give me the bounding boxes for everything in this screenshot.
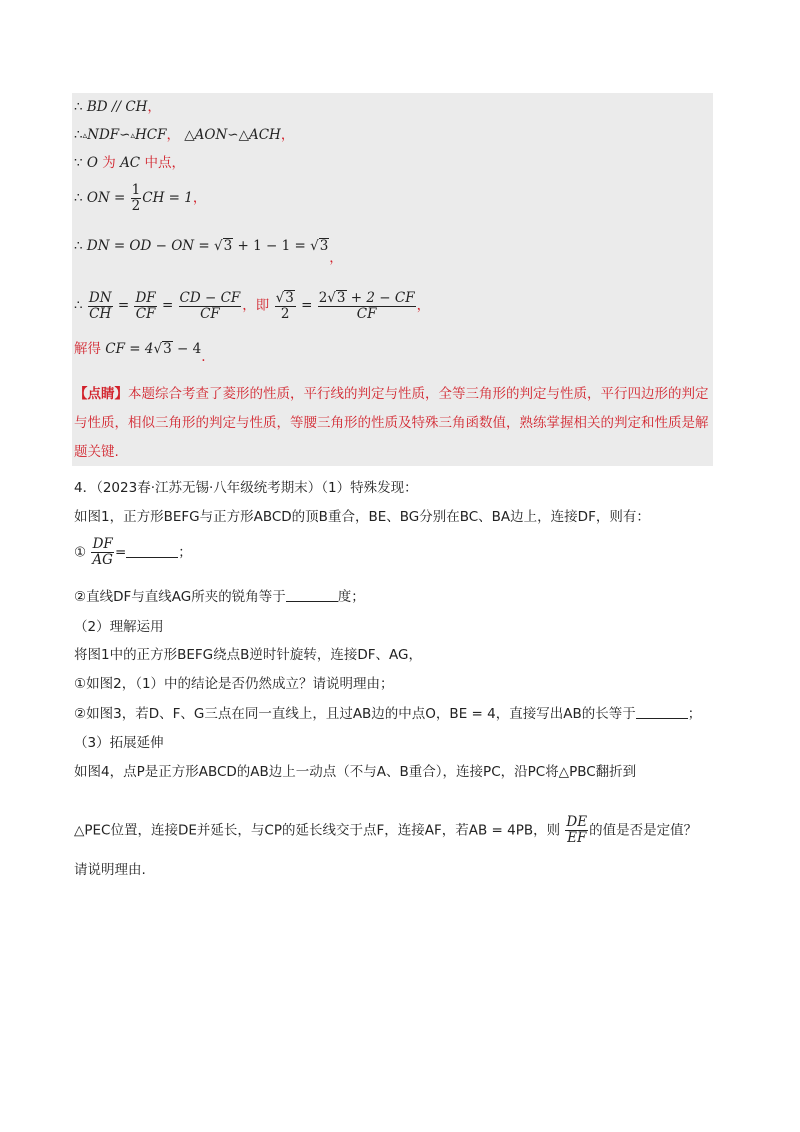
parallel-statement: BD // CH: [86, 99, 148, 115]
numerator: DE: [566, 814, 588, 830]
numerator: DF: [92, 536, 113, 552]
equals: =: [301, 297, 313, 314]
punct: ，: [280, 127, 295, 143]
coef: 2: [318, 290, 328, 306]
solution-line-7: [74, 340, 206, 365]
equals: =: [161, 297, 174, 314]
denominator: AG: [92, 552, 113, 568]
triangle-ndf: NDF: [87, 127, 120, 143]
problem-paragraph-6: [74, 815, 697, 846]
problem-paragraph-4: [74, 705, 701, 723]
on-rhs: CH = 1: [142, 190, 193, 206]
question-text-end: 的值是否是定值？: [589, 822, 698, 839]
section-2-title: （2）理解运用: [74, 619, 164, 635]
question-2-end: 度；: [337, 589, 365, 605]
similar-symbol: ∽: [119, 127, 131, 143]
cf-result: CF = 4: [105, 341, 154, 357]
on-lhs: ON =: [86, 190, 126, 206]
denominator: CH: [89, 305, 112, 322]
solution-line-5: [74, 237, 343, 266]
punct: ，: [329, 250, 343, 266]
equals: =: [114, 544, 127, 561]
therefore-symbol: ∴: [74, 99, 83, 115]
radicand: 3: [319, 238, 329, 254]
text-jiede: 解得: [74, 341, 101, 357]
radicand: 3: [223, 238, 233, 254]
solution-line-6: [74, 290, 430, 322]
fraction-expr-cf: [318, 290, 416, 322]
radicand: 3: [163, 341, 172, 357]
radical-sign: √: [275, 290, 285, 306]
triangle-icon: ▵: [130, 131, 135, 141]
problem-paragraph-1: 如图1，正方形BEFG与正方形ABCD的顶B重合，BE、BG分别在BC、BA边上，连接DF，则有：: [74, 509, 650, 525]
punct: ，: [166, 127, 180, 143]
punct: ，: [147, 99, 161, 115]
radical-sign: √: [327, 290, 336, 306]
question-2: [74, 588, 365, 606]
segment-ac: AC: [120, 155, 141, 171]
question-text: ②如图3，若D、F、G三点在同一直线上，且过AB边的中点O，BE = 4，直接写出AB的长等于: [74, 706, 636, 722]
denominator: EF: [567, 830, 587, 846]
denominator: CF: [135, 305, 156, 322]
problem-paragraph-3: ①如图2，（1）中的结论是否仍然成立？请说明理由；: [74, 676, 394, 692]
therefore-symbol: ∴: [74, 238, 83, 254]
question-text: △PEC位置，连接DE并延长，与CP的延长线交于点F，连接AF，若AB = 4PB，则: [74, 822, 561, 839]
dn-lhs: DN = OD − ON =: [86, 238, 210, 254]
solution-line-2: [74, 126, 294, 145]
equals: =: [117, 297, 130, 314]
numerator: DF: [135, 289, 156, 306]
because-symbol: ∵: [74, 155, 83, 171]
denominator: CF: [200, 305, 220, 322]
fraction-df-cf: [134, 291, 156, 322]
question-1: [74, 537, 192, 568]
punct: ，: [192, 190, 207, 206]
triangle-icon: ▵: [82, 131, 88, 141]
therefore-symbol: ∴: [74, 190, 83, 206]
problem-header: 4．（2023春·江苏无锡·八年级统考期末）（1）特殊发现：: [74, 480, 418, 496]
cf-tail: − 4: [176, 341, 202, 357]
therefore-symbol: ∴: [74, 297, 83, 314]
comment-label: 【点睛】: [74, 386, 128, 402]
solution-line-4: [74, 183, 206, 214]
circled-number: ①: [74, 544, 87, 561]
radicand: 3: [336, 290, 346, 306]
answer-blank[interactable]: [126, 545, 178, 558]
punct: ；: [687, 706, 702, 722]
denominator: 2: [280, 306, 290, 322]
denominator: CF: [356, 306, 377, 322]
numerator: CD − CF: [179, 289, 241, 306]
punct: ；: [178, 544, 192, 561]
radical-sign: √: [214, 238, 223, 254]
answer-blank[interactable]: [636, 706, 688, 719]
punct: ，: [416, 297, 431, 314]
answer-blank[interactable]: [286, 589, 338, 602]
numerator: 1: [131, 182, 141, 198]
question-2-text: ②直线DF与直线AG所夹的锐角等于: [74, 589, 286, 605]
section-3-title: （3）拓展延伸: [74, 735, 164, 751]
therefore-symbol: ∴: [74, 127, 83, 143]
fraction-dn-ch: [88, 291, 113, 322]
similarity-aon-ach: △AON∽△ACH: [184, 127, 281, 143]
text-ji: ，即: [242, 297, 270, 314]
solution-line-3: [74, 154, 185, 172]
fraction-sqrt3-2: [275, 290, 296, 322]
comment-paragraph: [74, 380, 714, 467]
radicand: 3: [285, 290, 294, 306]
radical-sign: √: [153, 341, 163, 357]
numerator: DN: [88, 289, 112, 306]
denominator: 2: [131, 198, 141, 214]
fraction-de-ef: [565, 815, 588, 846]
text-midpoint: 中点，: [144, 155, 185, 171]
text-wei: 为: [102, 155, 116, 171]
comment-text: 本题综合考查了菱形的性质，平行线的判定与性质，全等三角形的判定与性质，平行四边形的判定与性质，相似三角形的判定与性质，等腰三角形的性质及特殊三角函数值，熟练掌握相关的判定和性质是解题关键.: [74, 386, 709, 460]
numerator-rest: + 2 − CF: [350, 290, 415, 306]
problem-paragraph-5: 如图4，点P是正方形ABCD的AB边上一动点（不与A、B重合），连接PC，沿PC将△PBC翻折到: [74, 764, 637, 780]
problem-paragraph-2: 将图1中的正方形BEFG绕点B逆时针旋转，连接DF、AG，: [74, 647, 422, 663]
dn-mid: + 1 − 1 =: [237, 238, 306, 254]
radical-sign: √: [310, 238, 319, 254]
punct: .: [201, 349, 206, 365]
fraction-half: [131, 183, 142, 214]
fraction-cdcf-cf: [179, 291, 242, 322]
point-o: O: [86, 155, 98, 171]
triangle-hcf: HCF: [134, 127, 167, 143]
problem-paragraph-7: 请说明理由.: [74, 862, 146, 878]
solution-line-1: [74, 98, 161, 116]
fraction-df-ag: [91, 537, 114, 568]
